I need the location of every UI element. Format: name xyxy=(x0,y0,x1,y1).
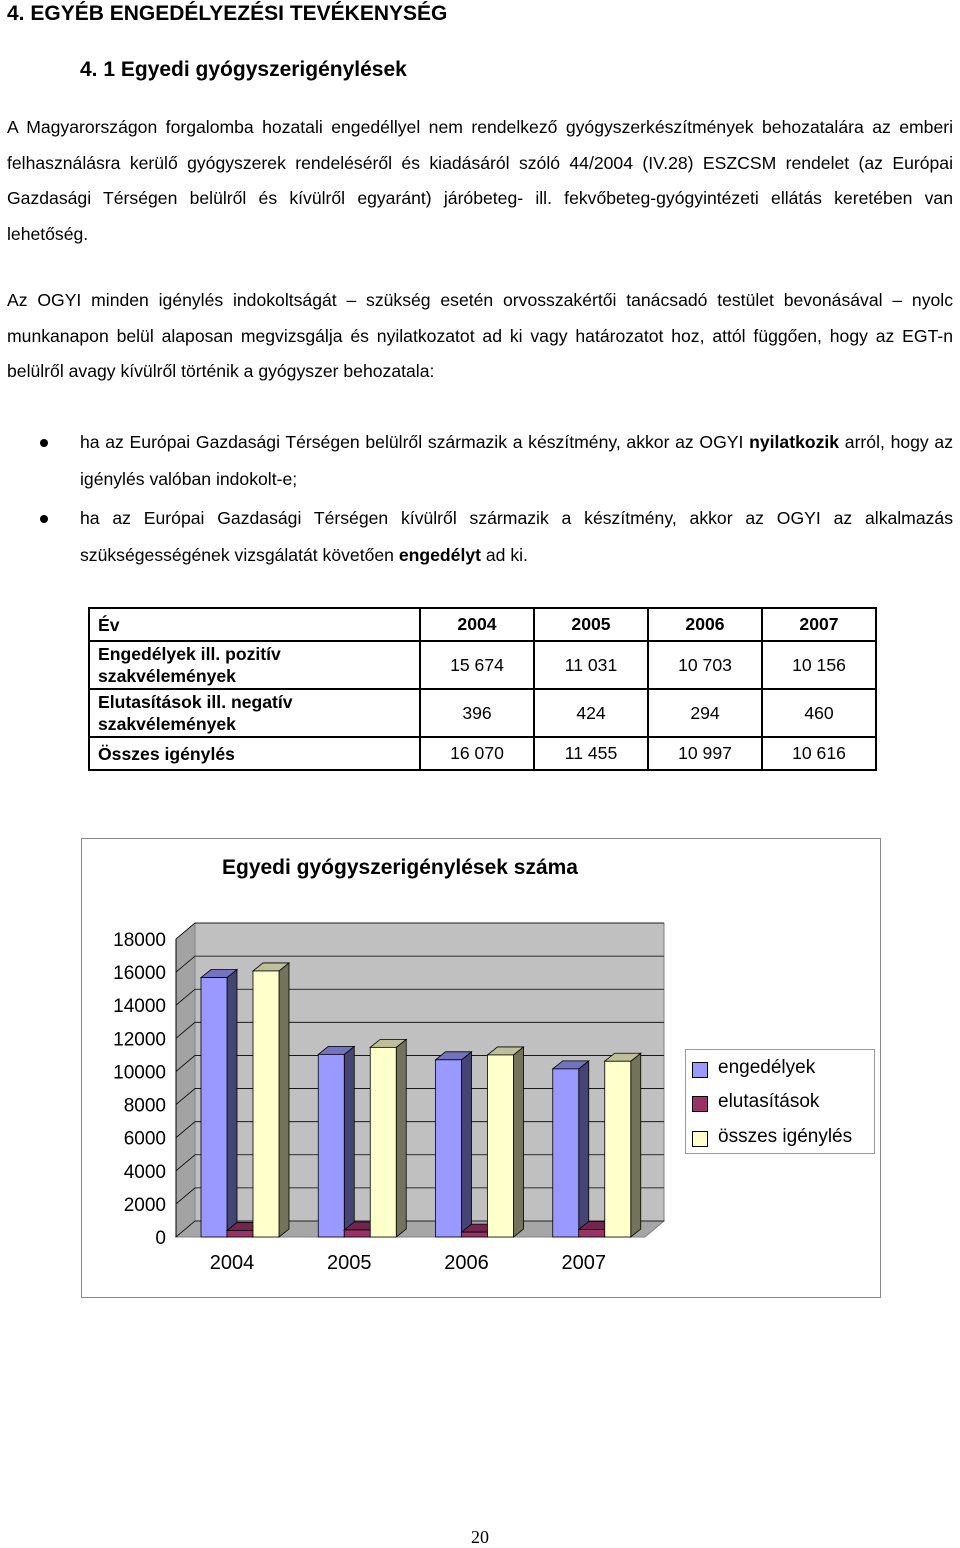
legend-label: engedélyek xyxy=(718,1057,816,1078)
chart-title: Egyedi gyógyszerigénylések száma xyxy=(221,856,578,879)
y-tick-label: 2000 xyxy=(123,1194,166,1216)
x-tick-label: 2007 xyxy=(561,1252,606,1274)
table-row-label: Elutasítások ill. negatív szakvélemények xyxy=(89,689,420,737)
table-header-year: 2006 xyxy=(648,608,762,641)
legend-label: elutasítások xyxy=(718,1091,820,1112)
table-header-row xyxy=(89,608,876,641)
table-header-year: 2005 xyxy=(534,608,648,641)
chart-legend xyxy=(685,1049,875,1154)
table-cell: 294 xyxy=(648,689,762,737)
x-tick-label: 2006 xyxy=(444,1252,489,1274)
table-cell: 10 156 xyxy=(762,641,876,689)
page-number: 20 xyxy=(471,1527,489,1547)
y-tick-label: 12000 xyxy=(113,1029,166,1051)
x-tick-label: 2004 xyxy=(209,1252,255,1274)
table-cell: 15 674 xyxy=(420,641,534,689)
table-header-year: 2004 xyxy=(420,608,534,641)
table-cell: 460 xyxy=(762,689,876,737)
legend-swatch xyxy=(692,1062,708,1078)
table-row xyxy=(89,737,876,770)
table-cell: 11 031 xyxy=(534,641,648,689)
intro-paragraph: A Magyarországon forgalomba hozatali engedéllyel nem rendelkező gyógyszerkészítmények behozatalára az emberi felhasználásra kerülő gyógyszerek rendeléséről és kiadásáról szóló 44/2004 (IV.28) ESZCSM rendelet (az Európai Gazdasági Térségen belülről és kívülről egyaránt) járóbeteg- ill. fekvőbeteg-gyógyintézeti ellátás keretében van lehetőség. xyxy=(7,117,953,244)
table-cell: 10 997 xyxy=(648,737,762,770)
table-row-label: Engedélyek ill. pozitív szakvélemények xyxy=(89,641,420,689)
table-row-label: Összes igénylés xyxy=(89,737,420,770)
table-cell: 10 703 xyxy=(648,641,762,689)
section-heading: 4. EGYÉB ENGEDÉLYEZÉSI TEVÉKENYSÉG xyxy=(7,2,448,25)
procedure-paragraph: Az OGYI minden igénylés indokoltságát – szükség esetén orvosszakértői tanácsadó testület bevonásával – nyolc munkanapon belül alaposan megvizsgálja és nyilatkozatot ad ki vagy határozatot hoz, attól függően, hogy az EGT-n belülről avagy kívülről történik a gyógyszer behozatala: xyxy=(7,290,953,381)
requests-table xyxy=(88,607,877,771)
y-tick-label: 8000 xyxy=(123,1095,166,1117)
y-tick-label: 10000 xyxy=(113,1062,166,1084)
table-row xyxy=(89,689,876,737)
y-tick-label: 4000 xyxy=(123,1161,166,1183)
table-cell: 424 xyxy=(534,689,648,737)
legend-label: összes igénylés xyxy=(718,1126,853,1147)
legend-swatch xyxy=(692,1131,708,1147)
table-cell: 396 xyxy=(420,689,534,737)
table-header-year: 2007 xyxy=(762,608,876,641)
y-tick-label: 18000 xyxy=(113,930,166,951)
table-header-label: Év xyxy=(89,608,420,641)
bullet-item-outside-eea: ha az Európai Gazdasági Térségen kívülről származik a készítmény, akkor az OGYI az alkalmazás szükségességének vizsgálatát követően engedélyt ad ki. xyxy=(80,508,953,565)
y-tick-label: 0 xyxy=(155,1228,166,1249)
legend-swatch xyxy=(692,1096,708,1112)
table-row xyxy=(89,641,876,689)
bullet-item-inside-eea: ha az Európai Gazdasági Térségen belülről származik a készítmény, akkor az OGYI nyilatkozik arról, hogy az igénylés valóban indokolt-e; xyxy=(80,432,954,489)
x-tick-label: 2005 xyxy=(327,1252,372,1274)
table-cell: 10 616 xyxy=(762,737,876,770)
table-cell: 16 070 xyxy=(420,737,534,770)
y-tick-label: 16000 xyxy=(113,963,166,985)
bullet-dot xyxy=(40,515,48,523)
subsection-heading: 4. 1 Egyedi gyógyszerigénylések xyxy=(80,58,407,81)
y-tick-label: 14000 xyxy=(113,996,166,1018)
bullet-dot xyxy=(40,439,48,447)
table-cell: 11 455 xyxy=(534,737,648,770)
y-tick-label: 6000 xyxy=(123,1128,166,1150)
